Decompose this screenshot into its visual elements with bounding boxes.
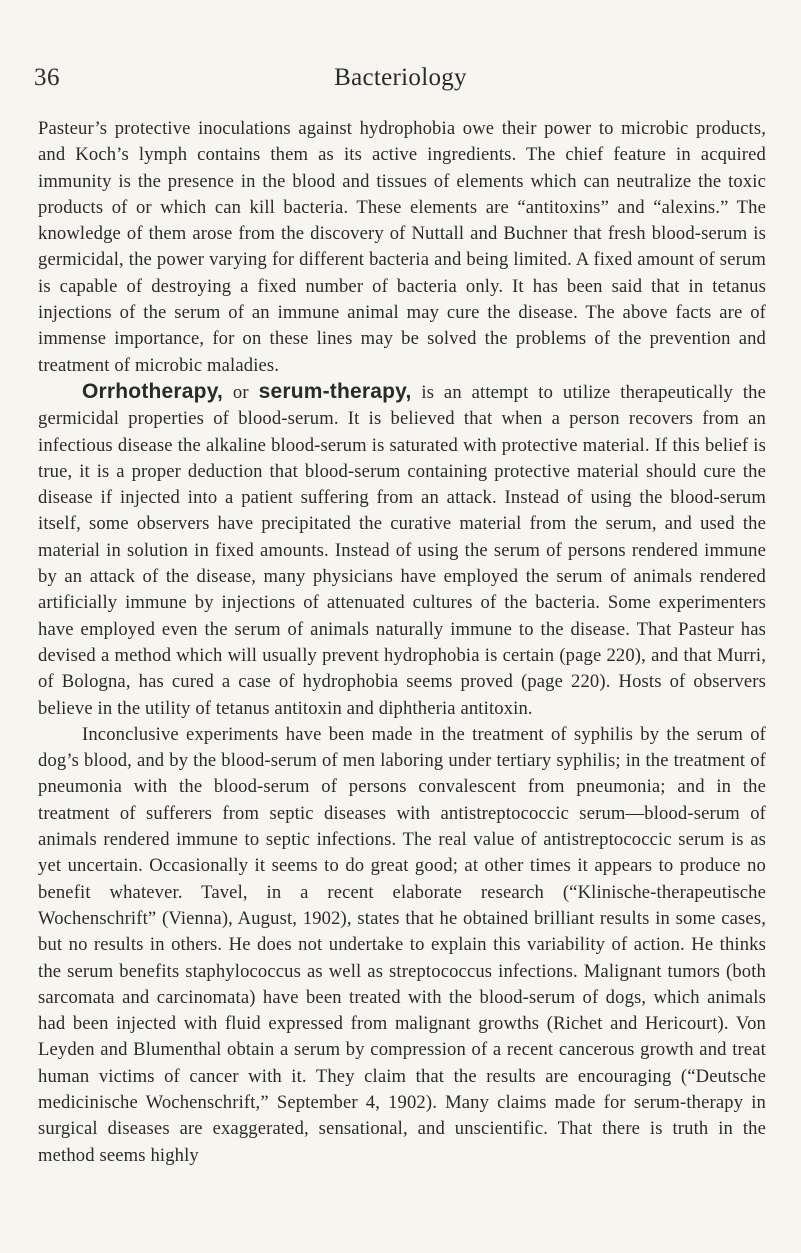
paragraph-3: Inconclusive experiments have been made in the treatment of syphilis by the serum of dog’s blood, and by the blood-serum of men laboring under tertiary syphilis; in the treatment of pneumonia with the blood-serum of persons convalescent from pneumonia; and in the treatment of sufferers from septic diseases with antistreptococcic serum—blood-serum of animals rendered immune to septic infections. The real value of antistreptococcic serum is as yet uncertain. Occasionally it seems to do great good; at other times it appears to produce no benefit whatever. Tavel, in a recent elaborate research (“Klinische-therapeutische Wochenschrift” (Vienna), August, 1902), states that he obtained brilliant results in some cases, but no results in others. He does not undertake to explain this variability of action. He thinks the serum benefits staphylococcus as well as streptococcus infections. Malignant tumors (both sarcomata and carcinomata) have been treated with the blood-serum of dogs, which animals had been injected with fluid expressed from malignant growths (Richet and Hericourt). Von Leyden and Blumenthal obtain a serum by compression of a recent cancerous growth and treat human victims of cancer with it. They claim that the results are encouraging (“Deutsche medicinische Wochenschrift,” September 4, 1902). Many claims made for serum-therapy in surgical diseases are exaggerated, sensational, and unscientific. That there is truth in the method seems highly — [38, 723, 766, 1166]
paragraph-2-body: is an attempt to utilize therapeutically the germicidal properties of blood-serum. It is believed that when a person recovers from an infectious disease the alkaline blood-serum is saturated with protective material. If this belief is true, it is a proper deduction that blood-serum containing protective material should cure the disease if injected into a patient suffering from an attack. Instead of using the blood-serum itself, some observers have precipitated the curative material from the serum, and used the material in solution in fixed amounts. Instead of using the serum of persons rendered immune by an attack of the disease, many physicians have employed the serum of animals rendered artificially immune by injections of attenuated cultures of the bacteria. Some experimenters have employed even the serum of animals naturally immune to the disease. That Pasteur has devised a method which will usually prevent hydrophobia is certain (page 220), and that Murri, of Bologna, has cured a case of hydrophobia seems proved (page 220). Hosts of observers believe in the utility of tetanus antitoxin and diphtheria antitoxin. — [38, 381, 766, 719]
body-text — [38, 116, 766, 1169]
paragraph-2 — [38, 379, 766, 722]
term-connector: or — [223, 381, 259, 403]
running-head — [0, 64, 801, 92]
paragraph-1: Pasteur’s protective inoculations against hydrophobia owe their power to microbic products, and Koch’s lymph contains them as its active ingredients. The chief feature in acquired immunity is the presence in the blood and tissues of elements which can neutralize the toxic products of or which can kill bacteria. These elements are “antitoxins” and “alexins.” The knowledge of them arose from the discovery of Nuttall and Buchner that fresh blood-serum is germicidal, the power varying for different bacteria and being limited. A fixed amount of serum is capable of destroying a fixed number of bacteria only. It has been said that in tetanus injections of the serum of an immune animal may cure the disease. The above facts are of immense importance, for on these lines may be solved the problems of the prevention and treatment of microbic maladies. — [38, 118, 766, 376]
term-serum-therapy: serum-therapy, — [258, 379, 412, 403]
term-orrhotherapy: Orrhotherapy, — [82, 379, 224, 403]
running-title: Bacteriology — [334, 64, 467, 91]
page-number: 36 — [34, 64, 60, 91]
